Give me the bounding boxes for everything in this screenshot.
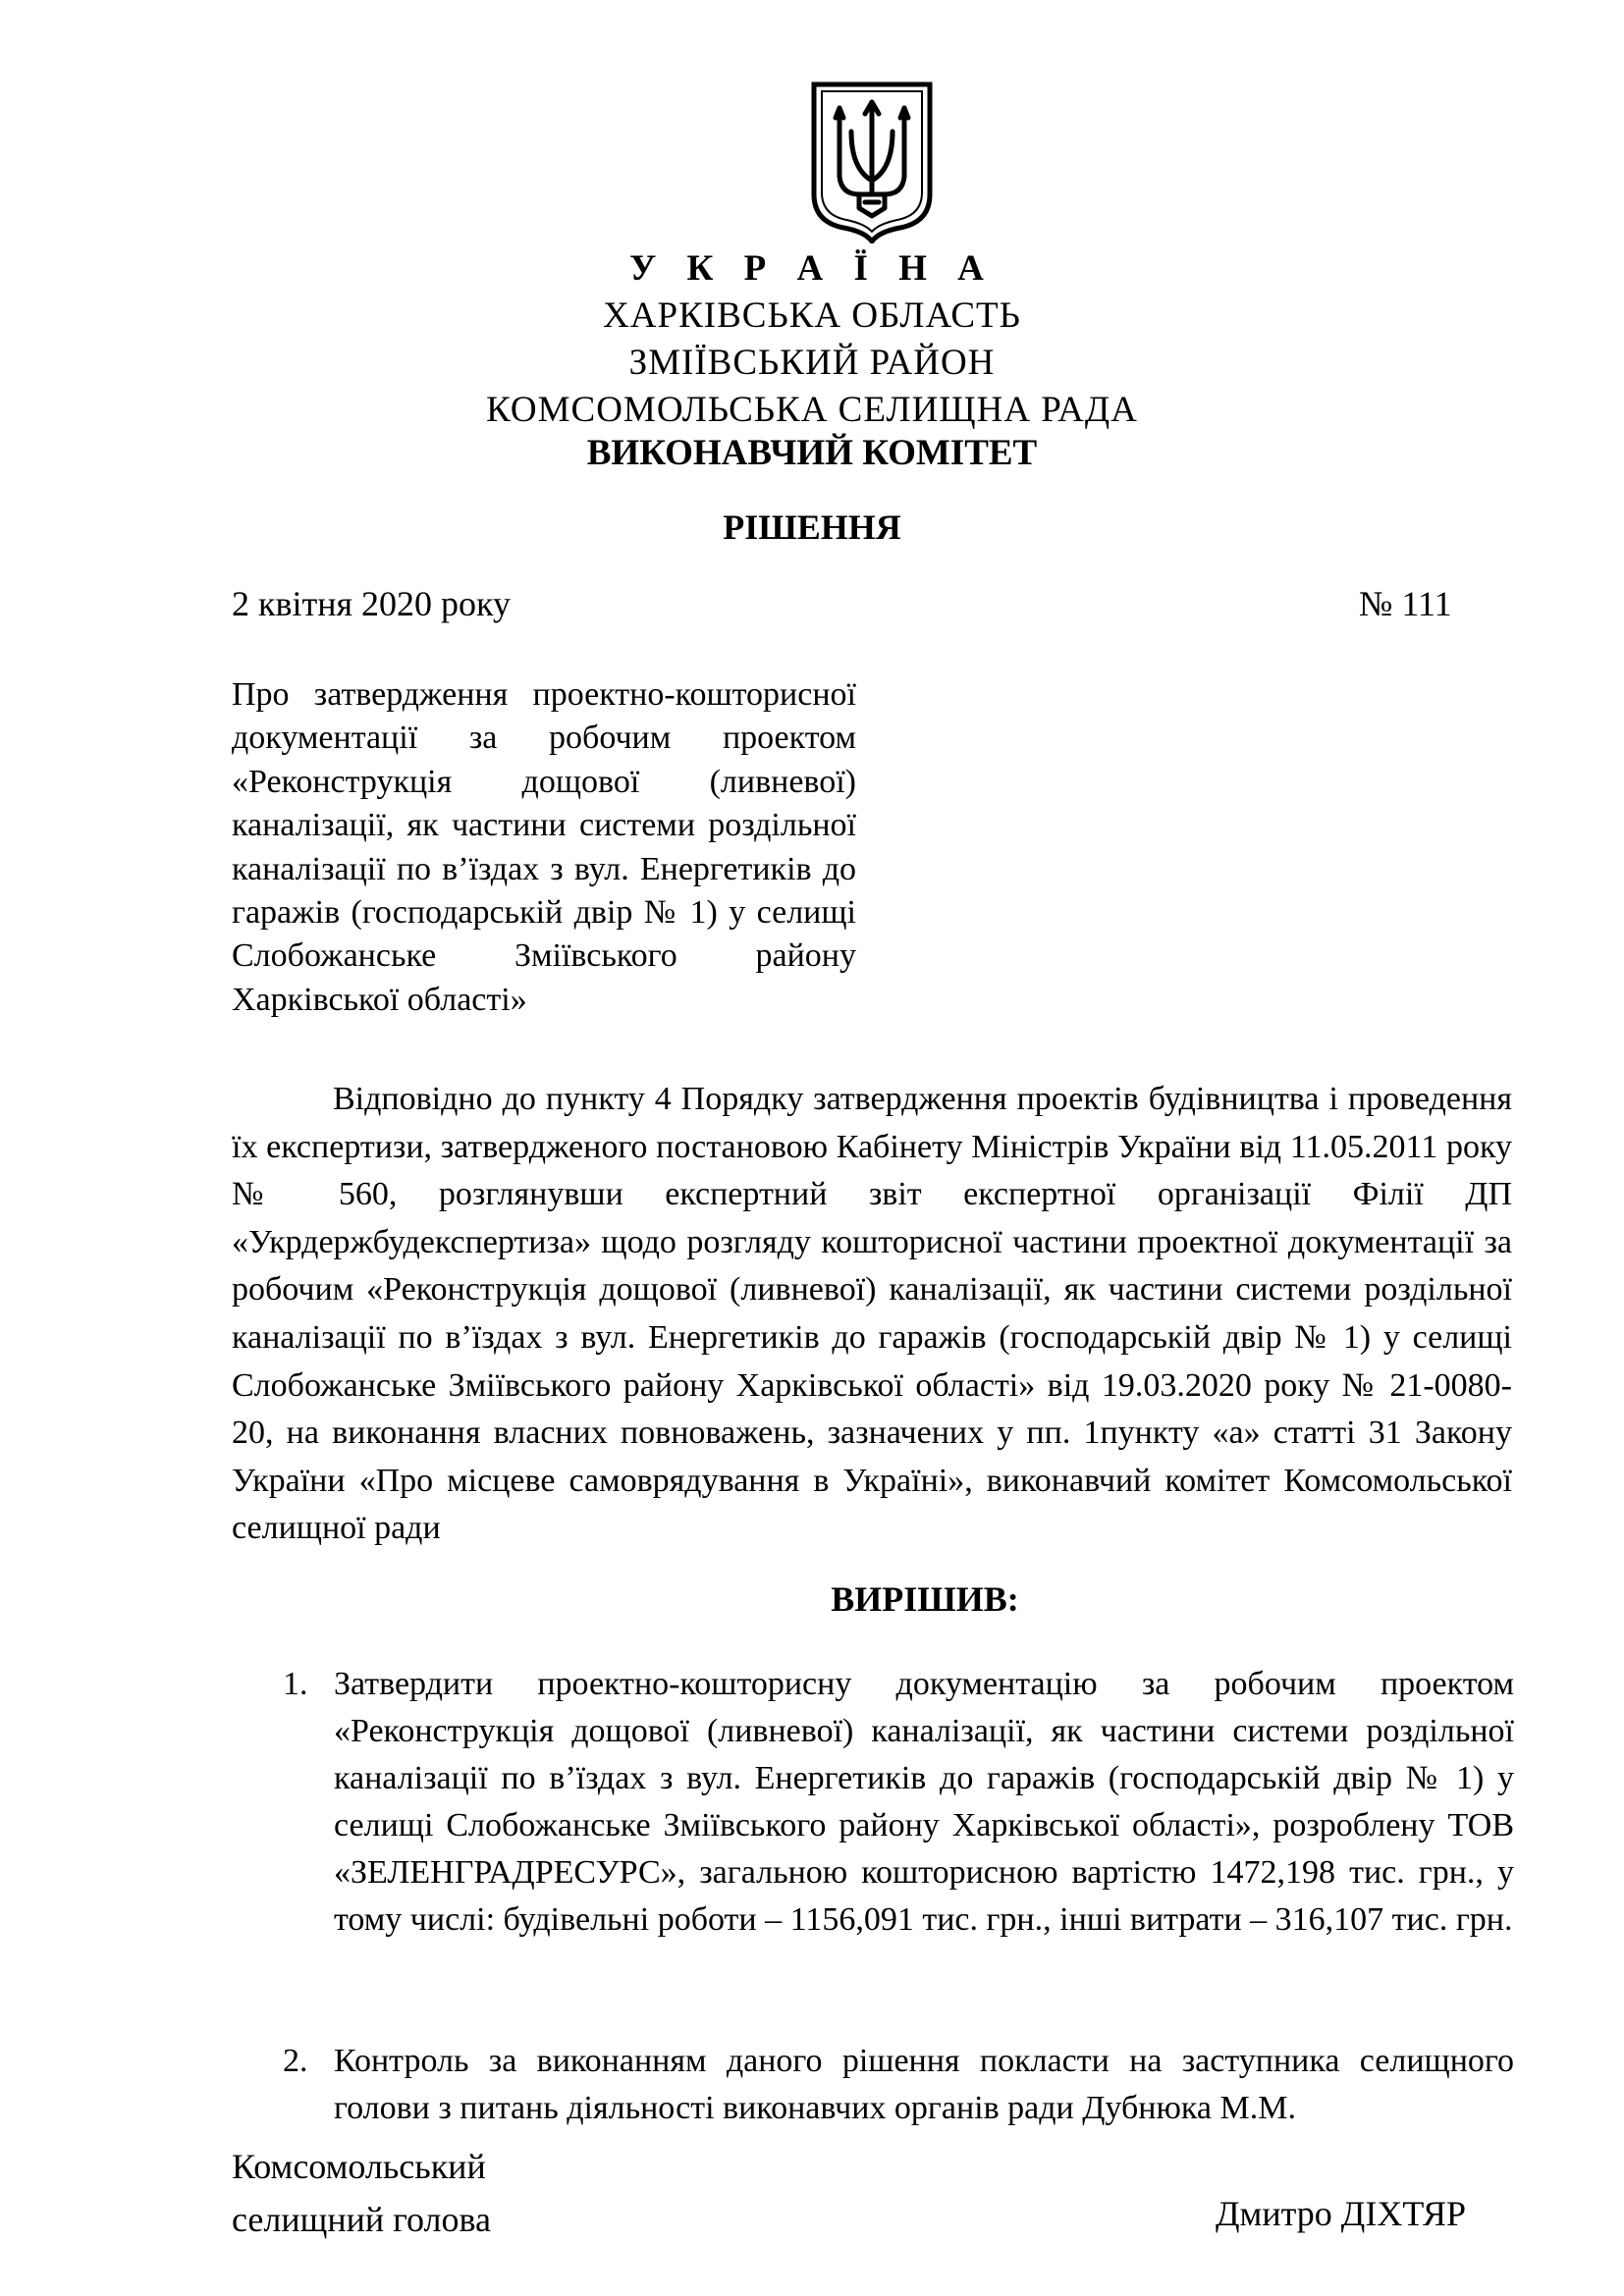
header-executive-committee: ВИКОНАВЧИЙ КОМІТЕТ — [586, 433, 1038, 473]
header-country: У К Р А Ї Н А — [629, 248, 995, 289]
signatory-position-line: Комсомольський — [232, 2147, 486, 2186]
resolved-heading: ВИРІШИВ: — [831, 1579, 1019, 1619]
decision-preamble: Відповідно до пункту 4 Порядку затвердження проектів будівництва і проведення їх експертизи, затвердженого постановою Кабінету Міністрів України від 11.05.2011 року № 560, розглянувши експертний звіт експертної організації Філії ДП «Укрдержбудекспертиза» щодо розгляду кошторисної частини проектної документації за робочим «Реконструкція дощової (ливневої) каналізації, як частини системи роздільної каналізації по в’їздах з вул. Енергетиків до гаражів (господарській двір № 1) у селищі Слобожанське Зміївського району Харківської області» від 19.03.2020 року № 21-0080-20, на виконання власних повноважень, зазначених у пп. 1пункту «а» статті 31 Закону України «Про місцеве самоврядування в Україні», виконавчий комітет Комсомольської селищної ради — [232, 1081, 1512, 1547]
decision-date: 2 квітня 2020 року — [232, 584, 512, 623]
document-title: РІШЕННЯ — [723, 507, 901, 547]
header-raion: ЗМІЇВСЬКИЙ РАЙОН — [628, 343, 996, 383]
decision-subject: Про затвердження проектно-кошторисної документації за робочим проектом «Реконструкція дощової (ливневої) каналізації, як частини системи роздільної каналізації по в’їздах з вул. Енергетиків до гаражів (господарській двір № 1) у селищі Слобожанське Зміївського району Харківської області» — [232, 676, 856, 1018]
resolution-item-number: 1. — [283, 1666, 308, 1702]
header-council: КОМСОМОЛЬСЬКА СЕЛИЩНА РАДА — [486, 390, 1138, 430]
decision-number: № 111 — [1359, 584, 1452, 623]
resolution-item-number: 2. — [283, 2043, 308, 2079]
resolution-item-text: Затвердити проектно-кошторисну документацію за робочим проектом «Реконструкція дощової (ливневої) каналізації, як частини системи роздільної каналізації по в’їздах з вул. Енергетиків до гаражів (господарській двір № 1) у селищі Слобожанське Зміївського району Харківської області», розроблену ТОВ «ЗЕЛЕНГРАДРЕСУРС», загальною кошторисною вартістю 1472,198 тис. грн., у тому числі: будівельні роботи – 1156,091 тис. грн., інші витрати – 316,107 тис. грн. — [334, 1666, 1514, 1938]
resolution-item — [283, 2038, 1514, 2132]
resolution-item-text: Контроль за виконанням даного рішення покласти на заступника селищного голови з питань діяльності виконавчих органів ради Дубнюка М.М. — [334, 2043, 1514, 2126]
header-oblast: ХАРКІВСЬКА ОБЛАСТЬ — [603, 295, 1021, 336]
signatory-position — [232, 2140, 491, 2246]
trident-coat-of-arms-icon — [808, 79, 936, 243]
signatory-name: Дмитро ДІХТЯР — [1216, 2194, 1466, 2233]
resolution-item — [283, 1661, 1514, 1944]
signatory-position-line: селищний голова — [232, 2200, 492, 2239]
